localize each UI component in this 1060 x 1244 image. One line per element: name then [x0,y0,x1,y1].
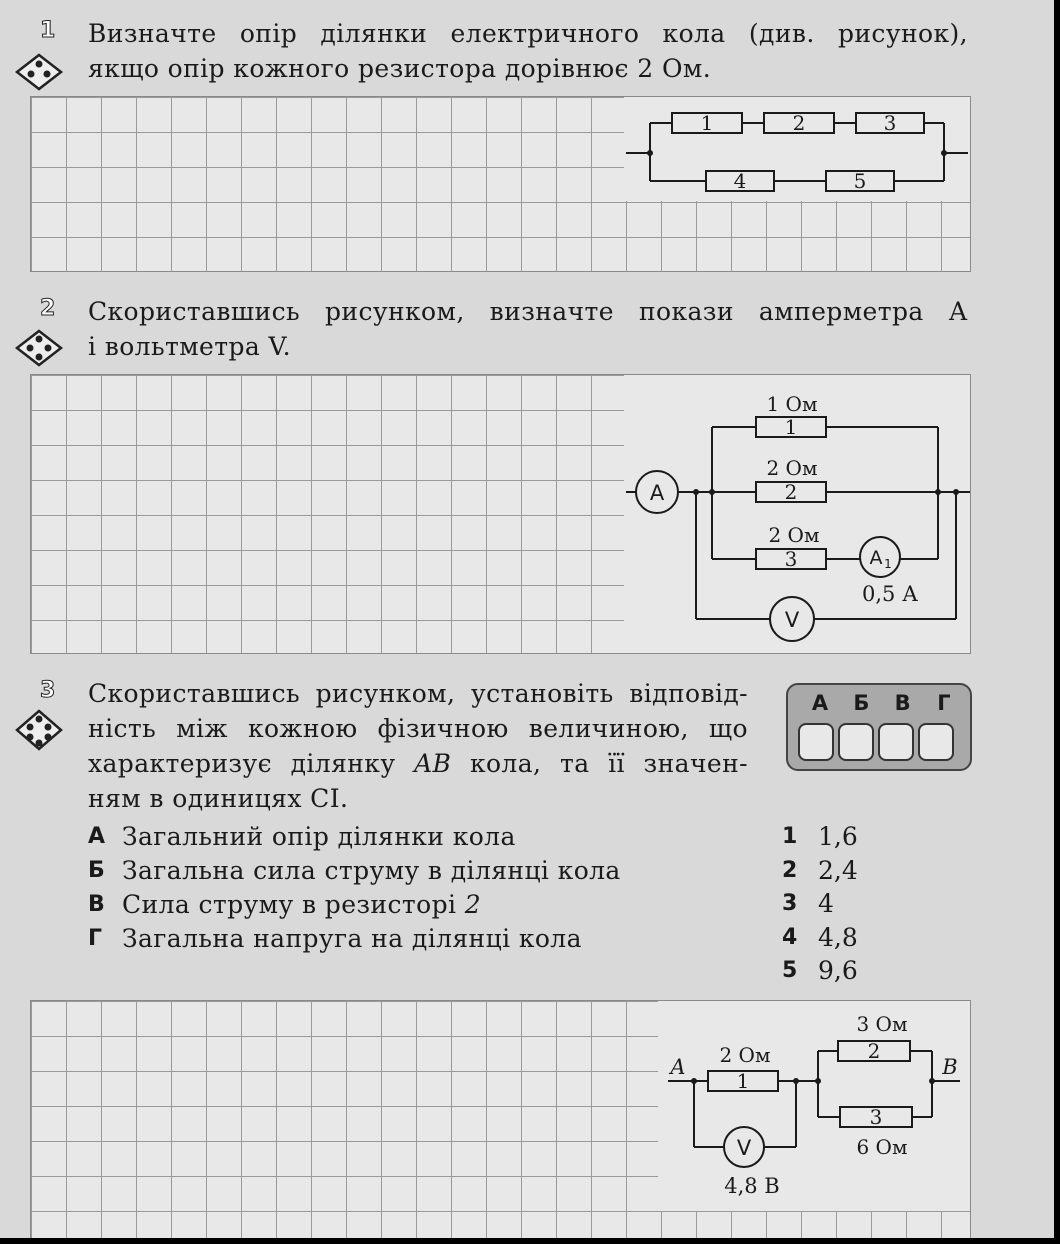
task-1-line-2: якщо опір кожного резистора дорівнює 2 Ом. [88,54,712,83]
page-frame-bottom [0,1238,1060,1244]
value-options [782,820,858,988]
task-3-line-1: Скориставшись рисунком, установіть відповід- [88,679,748,708]
r2-value: 2 Ом [766,456,818,480]
r2-value: 3 Ом [856,1012,908,1036]
value-row: 5 9,6 [782,956,858,985]
task-3-text [88,676,748,816]
task-2-text [88,294,968,364]
difficulty-die-icon [14,328,64,368]
page-frame-right [1054,0,1060,1244]
answer-cell-a[interactable] [798,723,834,761]
value-row: 4 4,8 [782,922,858,952]
option-row: А Загальний опір ділянки кола [88,822,516,851]
ammeter-1-label: A [869,547,883,569]
difficulty-die-icon [14,52,64,92]
resistor-2-label: 2 [792,111,806,135]
option-row: Б Загальна сила струму в ділянці кола [88,856,621,885]
r1-label: 1 [736,1069,750,1093]
r2-label: 2 [867,1039,881,1063]
option-row: В Сила струму в резисторі 2 [88,890,482,919]
task-3-number: 3 [40,678,56,703]
task-2-line-1: Скориставшись рисунком, визначте покази амперметра А [88,297,968,326]
resistor-5-label: 5 [853,169,867,193]
option-row: Г Загальна напруга на ділянці кола [88,924,582,953]
task-2-line-2: і вольтметра V. [88,332,291,361]
r1-label: 1 [784,415,798,439]
value-row: 2 2,4 [782,855,858,885]
task-1-text [88,16,968,86]
ammeter-label: A [649,481,665,505]
circuit-diagram-2 [624,375,970,653]
task-1-number: 1 [40,18,56,43]
resistor-1-label: 1 [700,111,714,135]
r1-value: 1 Ом [766,392,818,416]
voltmeter-reading: 4,8 В [724,1174,780,1198]
point-b-label: B [942,1055,958,1079]
voltmeter-label: V [784,608,800,632]
answer-letter-g: Г [937,691,951,715]
ammeter-1-subscript: 1 [884,557,892,571]
r2-label: 2 [784,480,798,504]
answer-cell-v[interactable] [878,723,914,761]
voltmeter-label: V [736,1136,752,1160]
answer-letter-v: В [894,691,911,715]
answer-cell-g[interactable] [918,723,954,761]
answer-letter-b: Б [853,691,870,715]
task-3-line-2: ність між кожною фізичною величиною, що [88,714,748,743]
ammeter-1-reading: 0,5 А [862,582,918,606]
r3-value: 2 Ом [768,523,820,547]
r3-label: 3 [869,1105,883,1129]
resistor-3-label: 3 [883,111,897,135]
r3-label: 3 [784,547,798,571]
task-3-line-4: ням в одиницях СІ. [88,784,349,813]
answer-cell-b[interactable] [838,723,874,761]
point-a-label: A [670,1055,686,1079]
r3-value: 6 Ом [856,1135,908,1159]
quantity-options [88,820,621,956]
value-row: 3 4 [782,889,834,918]
circuit-diagram-3 [658,1001,970,1211]
r1-value: 2 Ом [719,1043,771,1067]
task-1-line-1: Визначте опір ділянки електричного кола (див. рисунок), [88,19,968,48]
answer-table [786,683,972,771]
task-2-number: 2 [40,296,56,321]
circuit-diagram-1 [624,97,970,201]
resistor-4-label: 4 [733,169,747,193]
answer-letter-a: А [811,691,829,715]
difficulty-die-icon [14,708,64,752]
task-3-line-3: характеризує ділянку AB кола, та її значен- [88,749,748,778]
value-row: 1 1,6 [782,822,858,851]
